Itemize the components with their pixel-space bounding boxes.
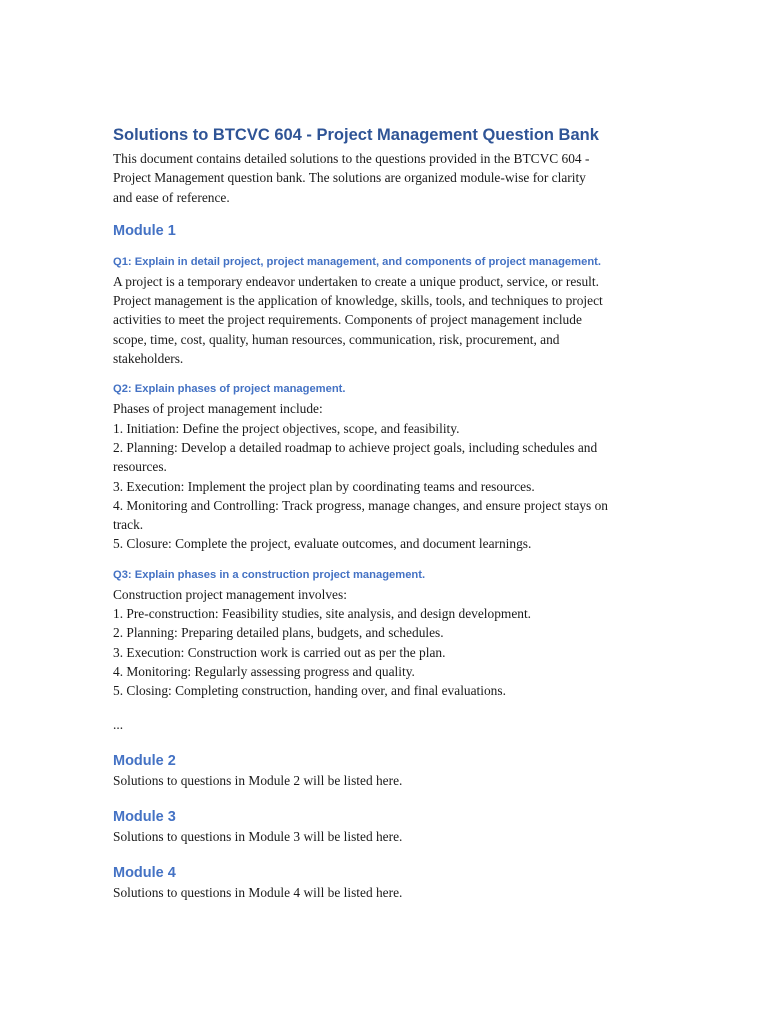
answer-q1 bbox=[113, 272, 658, 368]
module-4-text: Solutions to questions in Module 4 will be listed here. bbox=[113, 885, 403, 901]
intro-line: Project Management question bank. The solutions are organized module-wise for clarity bbox=[113, 170, 586, 186]
answer-line: 5. Closing: Completing construction, handing over, and final evaluations. bbox=[113, 683, 506, 699]
answer-line: A project is a temporary endeavor undertaken to create a unique product, service, or result. bbox=[113, 273, 599, 289]
answer-line: 1. Pre-construction: Feasibility studies, site analysis, and design development. bbox=[113, 606, 532, 622]
answer-line: Construction project management involves: bbox=[113, 586, 347, 602]
question-q1: Q1: Explain in detail project, project management, and components of project management. bbox=[113, 255, 601, 268]
answer-line: stakeholders. bbox=[113, 351, 184, 367]
answer-line: 4. Monitoring and Controlling: Track progress, manage changes, and ensure project stays on bbox=[113, 497, 608, 513]
module-4-heading: Module 4 bbox=[113, 865, 176, 882]
answer-line: resources. bbox=[113, 459, 167, 475]
answer-line: Project management is the application of knowledge, skills, tools, and techniques to project bbox=[113, 293, 603, 309]
answer-line: scope, time, cost, quality, human resources, communication, risk, procurement, and bbox=[113, 331, 560, 347]
module-2-text: Solutions to questions in Module 2 will be listed here. bbox=[113, 772, 403, 788]
answer-line: 2. Planning: Preparing detailed plans, budgets, and schedules. bbox=[113, 625, 444, 641]
answer-line: track. bbox=[113, 517, 144, 533]
intro-line: This document contains detailed solutions to the questions provided in the BTCVC 604 - bbox=[113, 151, 590, 166]
answer-line: 3. Execution: Implement the project plan by coordinating teams and resources. bbox=[113, 478, 535, 494]
module-3-heading: Module 3 bbox=[113, 809, 176, 826]
question-q3: Q3: Explain phases in a construction project management. bbox=[113, 568, 426, 581]
module-1-heading: Module 1 bbox=[113, 222, 176, 239]
module-2-heading: Module 2 bbox=[113, 752, 176, 769]
answer-q2 bbox=[113, 399, 658, 553]
question-q2: Q2: Explain phases of project management. bbox=[113, 383, 346, 396]
document-title: Solutions to BTCVC 604 - Project Management Question Bank bbox=[113, 126, 599, 144]
document-page bbox=[113, 124, 658, 903]
intro-line: and ease of reference. bbox=[113, 189, 230, 205]
answer-line: 5. Closure: Complete the project, evaluate outcomes, and document learnings. bbox=[113, 536, 532, 552]
module-3-text: Solutions to questions in Module 3 will be listed here. bbox=[113, 829, 403, 845]
answer-line: 4. Monitoring: Regularly assessing progress and quality. bbox=[113, 663, 415, 679]
answer-q3 bbox=[113, 585, 658, 701]
answer-line: Phases of project management include: bbox=[113, 401, 323, 417]
answer-line: 2. Planning: Develop a detailed roadmap to achieve project goals, including schedules and bbox=[113, 439, 598, 455]
answer-line: 3. Execution: Construction work is carried out as per the plan. bbox=[113, 644, 446, 660]
ellipsis: ... bbox=[113, 716, 124, 732]
answer-line: 1. Initiation: Define the project objectives, scope, and feasibility. bbox=[113, 420, 460, 436]
answer-line: activities to meet the project requirements. Components of project management include bbox=[113, 312, 582, 328]
intro-paragraph bbox=[113, 149, 658, 207]
